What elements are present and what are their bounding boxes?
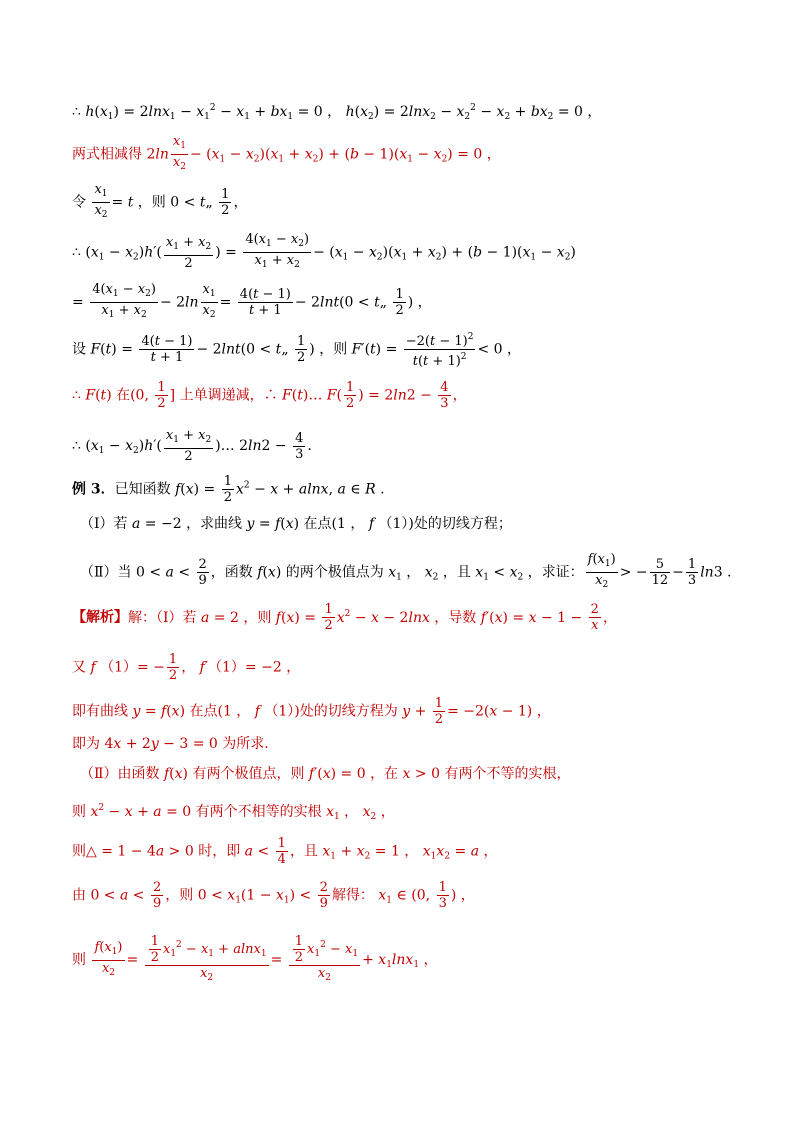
fraction: $\frac{x_1 + x_2}{2}$ bbox=[165, 234, 212, 271]
fraction: $\frac{x_1}{x_2}$ bbox=[202, 282, 216, 320]
solution-line-13: 又 f （1）= − $\frac{1}{2}$ ， f′（1）= −2 ， bbox=[72, 652, 301, 683]
fraction: $\frac{4}{3}$ bbox=[440, 380, 449, 411]
fraction: $\frac{1}{3}$ bbox=[438, 880, 447, 911]
proof-line-4: ∴ $(x_1 - x_2)h'$( $\frac{x_1 + x_2}{2}$ ) = $\frac{4(x_1 - x_2)}{x_1 + x_2}$ − $(x_1 - x_2)(x_1 + x_2) + (b - 1)(x_1 - x_2)$ bbox=[72, 232, 576, 273]
fraction: $\frac{f(x_1)}{x_2}$ bbox=[94, 939, 123, 978]
fraction: $\frac{2}{x}$ bbox=[590, 602, 599, 633]
fraction: $\frac{x_1}{x_2}$ bbox=[94, 182, 108, 220]
question-part-1: （Ⅰ）若 a = −2 ，求曲线 y = f(x) 在点(1 ， f （1）)处的切线方程； bbox=[80, 516, 512, 532]
proof-line-5: = $\frac{4(x_1 - x_2)}{x_1 + x_2}$ − 2ln $\frac{x_1}{x_2}$ = $\frac{4(t - 1)}{t + 1}$ − 2lnt(0 < t„ $\frac{1}{2}$ ) ， bbox=[72, 282, 432, 323]
fraction: $\frac{5}{12}$ bbox=[651, 557, 669, 588]
solution-line-20: 则 $\frac{f(x_1)}{x_2}$ = $\frac{1}{2}$ $x_1^2 - x_1 + alnx_1$ $x_2$ = $\frac{1}{2}$ $x_1^2 - x_1$ $x_2$ + $x_1\ln x_1$ ， bbox=[72, 934, 438, 986]
solution-line-19: 由 0 < a < $\frac{2}{9}$ ，则 $0 < x_1(1 - x_1)$ < $\frac{2}{9}$ 解得： $x_1$ ∈ (0, $\frac{1}{3}$ ) ， bbox=[72, 880, 475, 911]
proof-line-8: ∴ $(x_1 - x_2)h'$( $\frac{x_1 + x_2}{2}$ )… 2ln2 − $\frac{4}{3}$ . bbox=[72, 428, 312, 464]
fraction: $\frac{1}{2}$ bbox=[324, 602, 333, 633]
fraction: $\frac{4(t - 1)}{t + 1}$ bbox=[239, 287, 291, 318]
fraction: $\frac{2}{9}$ bbox=[198, 557, 207, 588]
fraction: $\frac{1}{2}$ bbox=[157, 380, 166, 411]
fraction: $\frac{4(x_1 - x_2)}{x_1 + x_2}$ bbox=[92, 282, 156, 320]
fraction: $\frac{2}{9}$ bbox=[319, 880, 328, 911]
fraction: $\frac{1}{2}$ bbox=[297, 334, 306, 365]
fraction: $\frac{1}{2}$ bbox=[150, 934, 159, 965]
fraction: $\frac{1}{2}$ $x_1^2 - x_1$ $x_2$ bbox=[289, 934, 360, 986]
fraction: $\frac{1}{2}$ bbox=[168, 652, 178, 683]
fraction: $\frac{1}{3}$ bbox=[687, 557, 697, 588]
fraction: $\frac{1}{2}$ bbox=[395, 287, 404, 318]
fraction: $\frac{2}{9}$ bbox=[153, 880, 162, 911]
solution-line-17: 则 $x^2 - x + a = 0$ 有两个不相等的实根 $x_1$ ， $x_2$ ， bbox=[72, 803, 395, 822]
solution-part-2: （Ⅱ）由函数 f(x) 有两个极值点，则 f′(x) = 0 ，在 x > 0 有两个不等的实根， bbox=[80, 766, 571, 782]
fraction: $\frac{1}{2}$ bbox=[345, 380, 355, 411]
fraction: $\frac{1}{2}$ $x_1^2 - x_1 + alnx_1$ $x_2$ bbox=[145, 934, 269, 986]
solution-line-14: 即有曲线 y = f(x) 在点(1 ， f （1）)处的切线方程为 y + $\frac{1}{2}$ = −2(x − 1) ， bbox=[72, 696, 551, 727]
proof-line-3: 令 $\frac{x_1}{x_2}$ = t ，则 0 < t„ $\frac{1}{2}$ ， bbox=[72, 182, 247, 223]
fraction: $\frac{4(x_1 - x_2)}{x_1 + x_2}$ bbox=[245, 232, 310, 270]
fraction: $\frac{x_1 + x_2}{2}$ bbox=[165, 428, 212, 464]
fraction: $\frac{-2(t - 1)^2}{t(t + 1)^2}$ bbox=[405, 332, 474, 369]
fraction: $\frac{1}{2}$ bbox=[221, 187, 230, 218]
fraction: $\frac{4}{3}$ bbox=[295, 430, 304, 462]
example-3-statement: 例 3．已知函数 f(x) = $\frac{1}{2}$ $x^2 - x + alnx$, a ∈ R . bbox=[72, 474, 385, 505]
fraction: $\frac{x_1}{x_2}$ bbox=[172, 134, 186, 172]
fraction: $\frac{1}{4}$ bbox=[277, 836, 286, 867]
proof-line-2: 两式相减得 2ln $\frac{x_1}{x_2}$ − $(x_1 - x_2)(x_1 + x_2) + (b - 1)(x_1 - x_2) = 0$ ， bbox=[72, 134, 501, 175]
fraction: $\frac{1}{2}$ bbox=[434, 696, 444, 727]
proof-line-1: ∴ $h(x_1) = 2\ln x_1 - x_1^2 - x_1 + bx_1 = 0$ ， $h(x_2) = 2\ln x_2 - x_2^2 - x_2 + bx_2 = 0$ ， bbox=[72, 103, 602, 122]
question-part-2: （Ⅱ）当 0 < a < $\frac{2}{9}$ ，函数 f(x) 的两个极值点为 $x_1$ ， $x_2$ ，且 $x_1 < x_2$ ，求证： $\frac{f(x_1)}{x_2}$ > − $\frac{5}{12}$ − $\frac{1}{3}$ ln3 . bbox=[80, 552, 732, 593]
fraction: $\frac{1}{2}$ bbox=[223, 474, 233, 505]
solution-line-18: 则△ = 1 − 4a > 0 时，即 a < $\frac{1}{4}$ ，且 $x_1 + x_2 = 1$ ， $x_1x_2 = a$ ， bbox=[72, 836, 498, 867]
solution-line-15: 即为 4x + 2y − 3 = 0 为所求. bbox=[72, 736, 269, 752]
proof-line-7: ∴ F(t) 在(0, $\frac{1}{2}$ ] 上单调递减，∴ F(t)… F( $\frac{1}{2}$ ) = 2ln2 − $\frac{4}{3}$ ， bbox=[72, 380, 467, 411]
fraction: $\frac{f(x_1)}{x_2}$ bbox=[587, 552, 616, 590]
analysis-label: 【解析】 bbox=[72, 609, 128, 626]
example-label: 例 3． bbox=[72, 481, 115, 498]
fraction: $\frac{1}{2}$ bbox=[294, 934, 304, 965]
proof-line-6: 设 F(t) = $\frac{4(t - 1)}{t + 1}$ − 2lnt(0 < t„ $\frac{1}{2}$ ) ，则 F′(t) = $\frac{-2(t - 1)^2}{t(t + 1)^2}$ < 0 ， bbox=[72, 332, 522, 369]
fraction: $\frac{4(t - 1)}{t + 1}$ bbox=[141, 334, 193, 365]
solution-part-1: 【解析】解：（Ⅰ）若 a = 2 ，则 f(x) = $\frac{1}{2}$ $x^2 - x - 2\ln x$ ，导数 f′(x) = x − 1 − $\frac{2}{x}$ ， bbox=[72, 602, 617, 633]
